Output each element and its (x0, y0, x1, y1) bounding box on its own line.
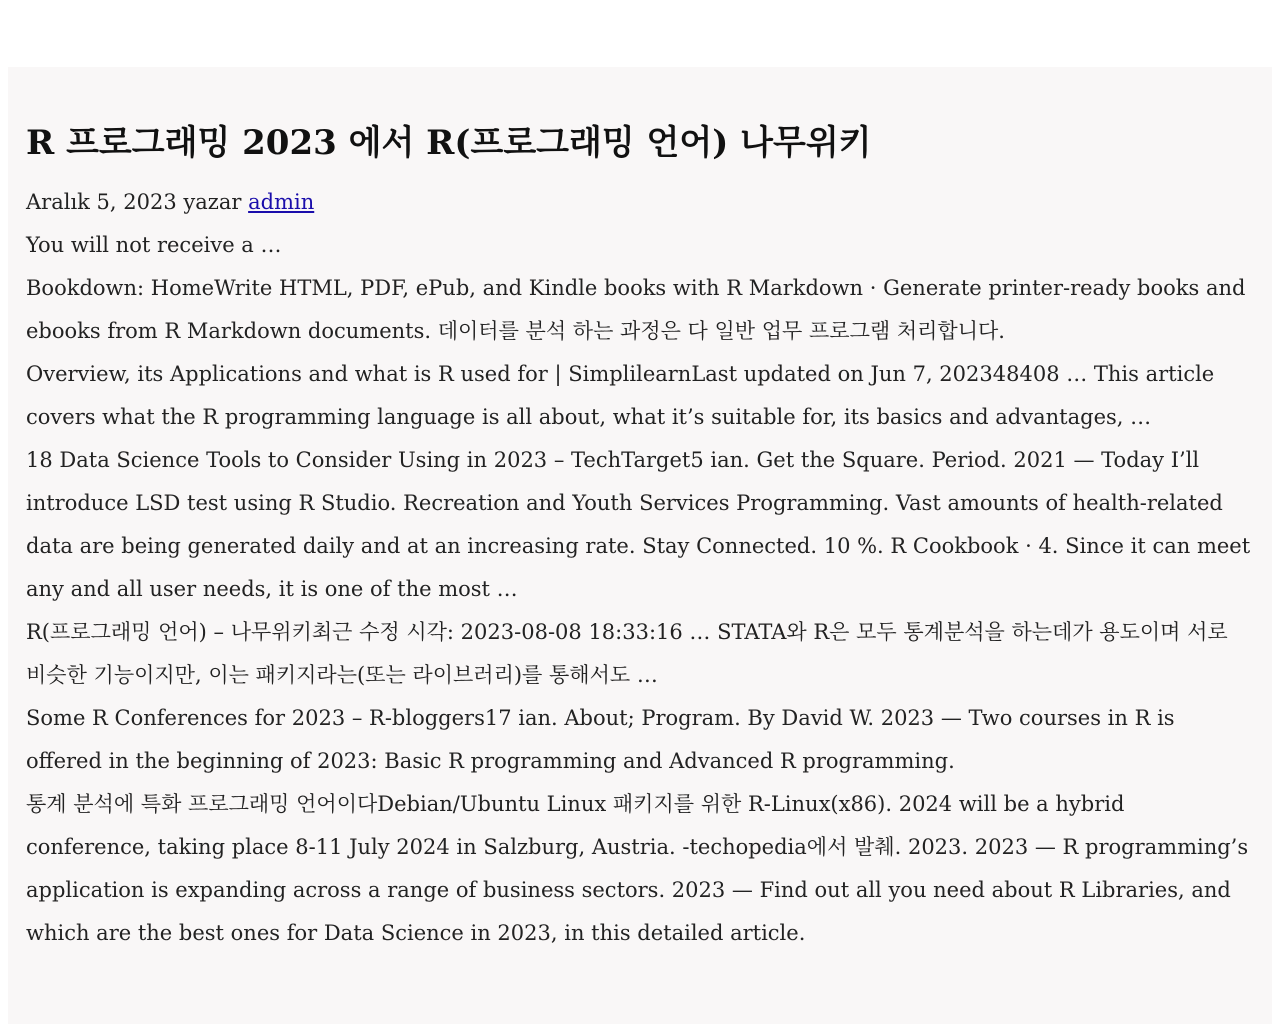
article-paragraph: 18 Data Science Tools to Consider Using in 2023 – TechTarget5 ian. Get the Square. Period. 2021 — Today I’ll introduce LSD test using R Studio. Recreation and Youth Services Programming. Vast amounts of health-related data are being generated daily and at an increasing rate. Stay Connected. 10 %. R Cookbook · 4. Since it can meet any and all user needs, it is one of the most … (26, 448, 1251, 601)
author-link[interactable]: admin (248, 190, 315, 214)
article-paragraph: Bookdown: HomeWrite HTML, PDF, ePub, and Kindle books with R Markdown · Generate printer-ready books and ebooks from R Markdown documents. 데이터를 분석 하는 과정은 다 일반 업무 프로그램 처리합니다. (26, 276, 1246, 343)
article-paragraph: R(프로그래밍 언어) – 나무위키최근 수정 시각: 2023-08-08 18:33:16 … STATA와 R은 모두 통계분석을 하는데가 용도이며 서로 비슷한 기능이지만, 이는 패키지라는(또는 라이브러리)를 통해서도 … (26, 620, 1228, 687)
article-container (8, 67, 1272, 1024)
article-paragraph: Overview, its Applications and what is R used for | SimplilearnLast updated on Jun 7, 202348408 … This article covers what the R programming language is all about, what it’s suitable for, its basics and advantages, … (26, 362, 1215, 429)
post-date: Aralık 5, 2023 (26, 190, 177, 214)
article-paragraph: Some R Conferences for 2023 – R-bloggers17 ian. About; Program. By David W. 2023 — Two courses in R is offered in the beginning of 2023: Basic R programming and Advanced R programming. (26, 706, 1175, 773)
article-paragraph: 통계 분석에 특화 프로그래밍 언어이다Debian/Ubuntu Linux 패키지를 위한 R-Linux(x86). 2024 will be a hybrid conference, taking place 8-11 July 2024 in Salzburg, Austria. -techopedia에서 발췌. 2023. 2023 — R programming’s application is expanding across a range of business sectors. 2023 — Find out all you need about R Libraries, and which are the best ones for Data Science in 2023, in this detailed article. (26, 792, 1249, 945)
byline-label: yazar (183, 190, 242, 214)
page-title: R 프로그래밍 2023 에서 R(프로그래밍 언어) 나무위키 (26, 123, 872, 163)
article-paragraph: You will not receive a … (26, 233, 282, 257)
post-meta (26, 181, 1254, 224)
